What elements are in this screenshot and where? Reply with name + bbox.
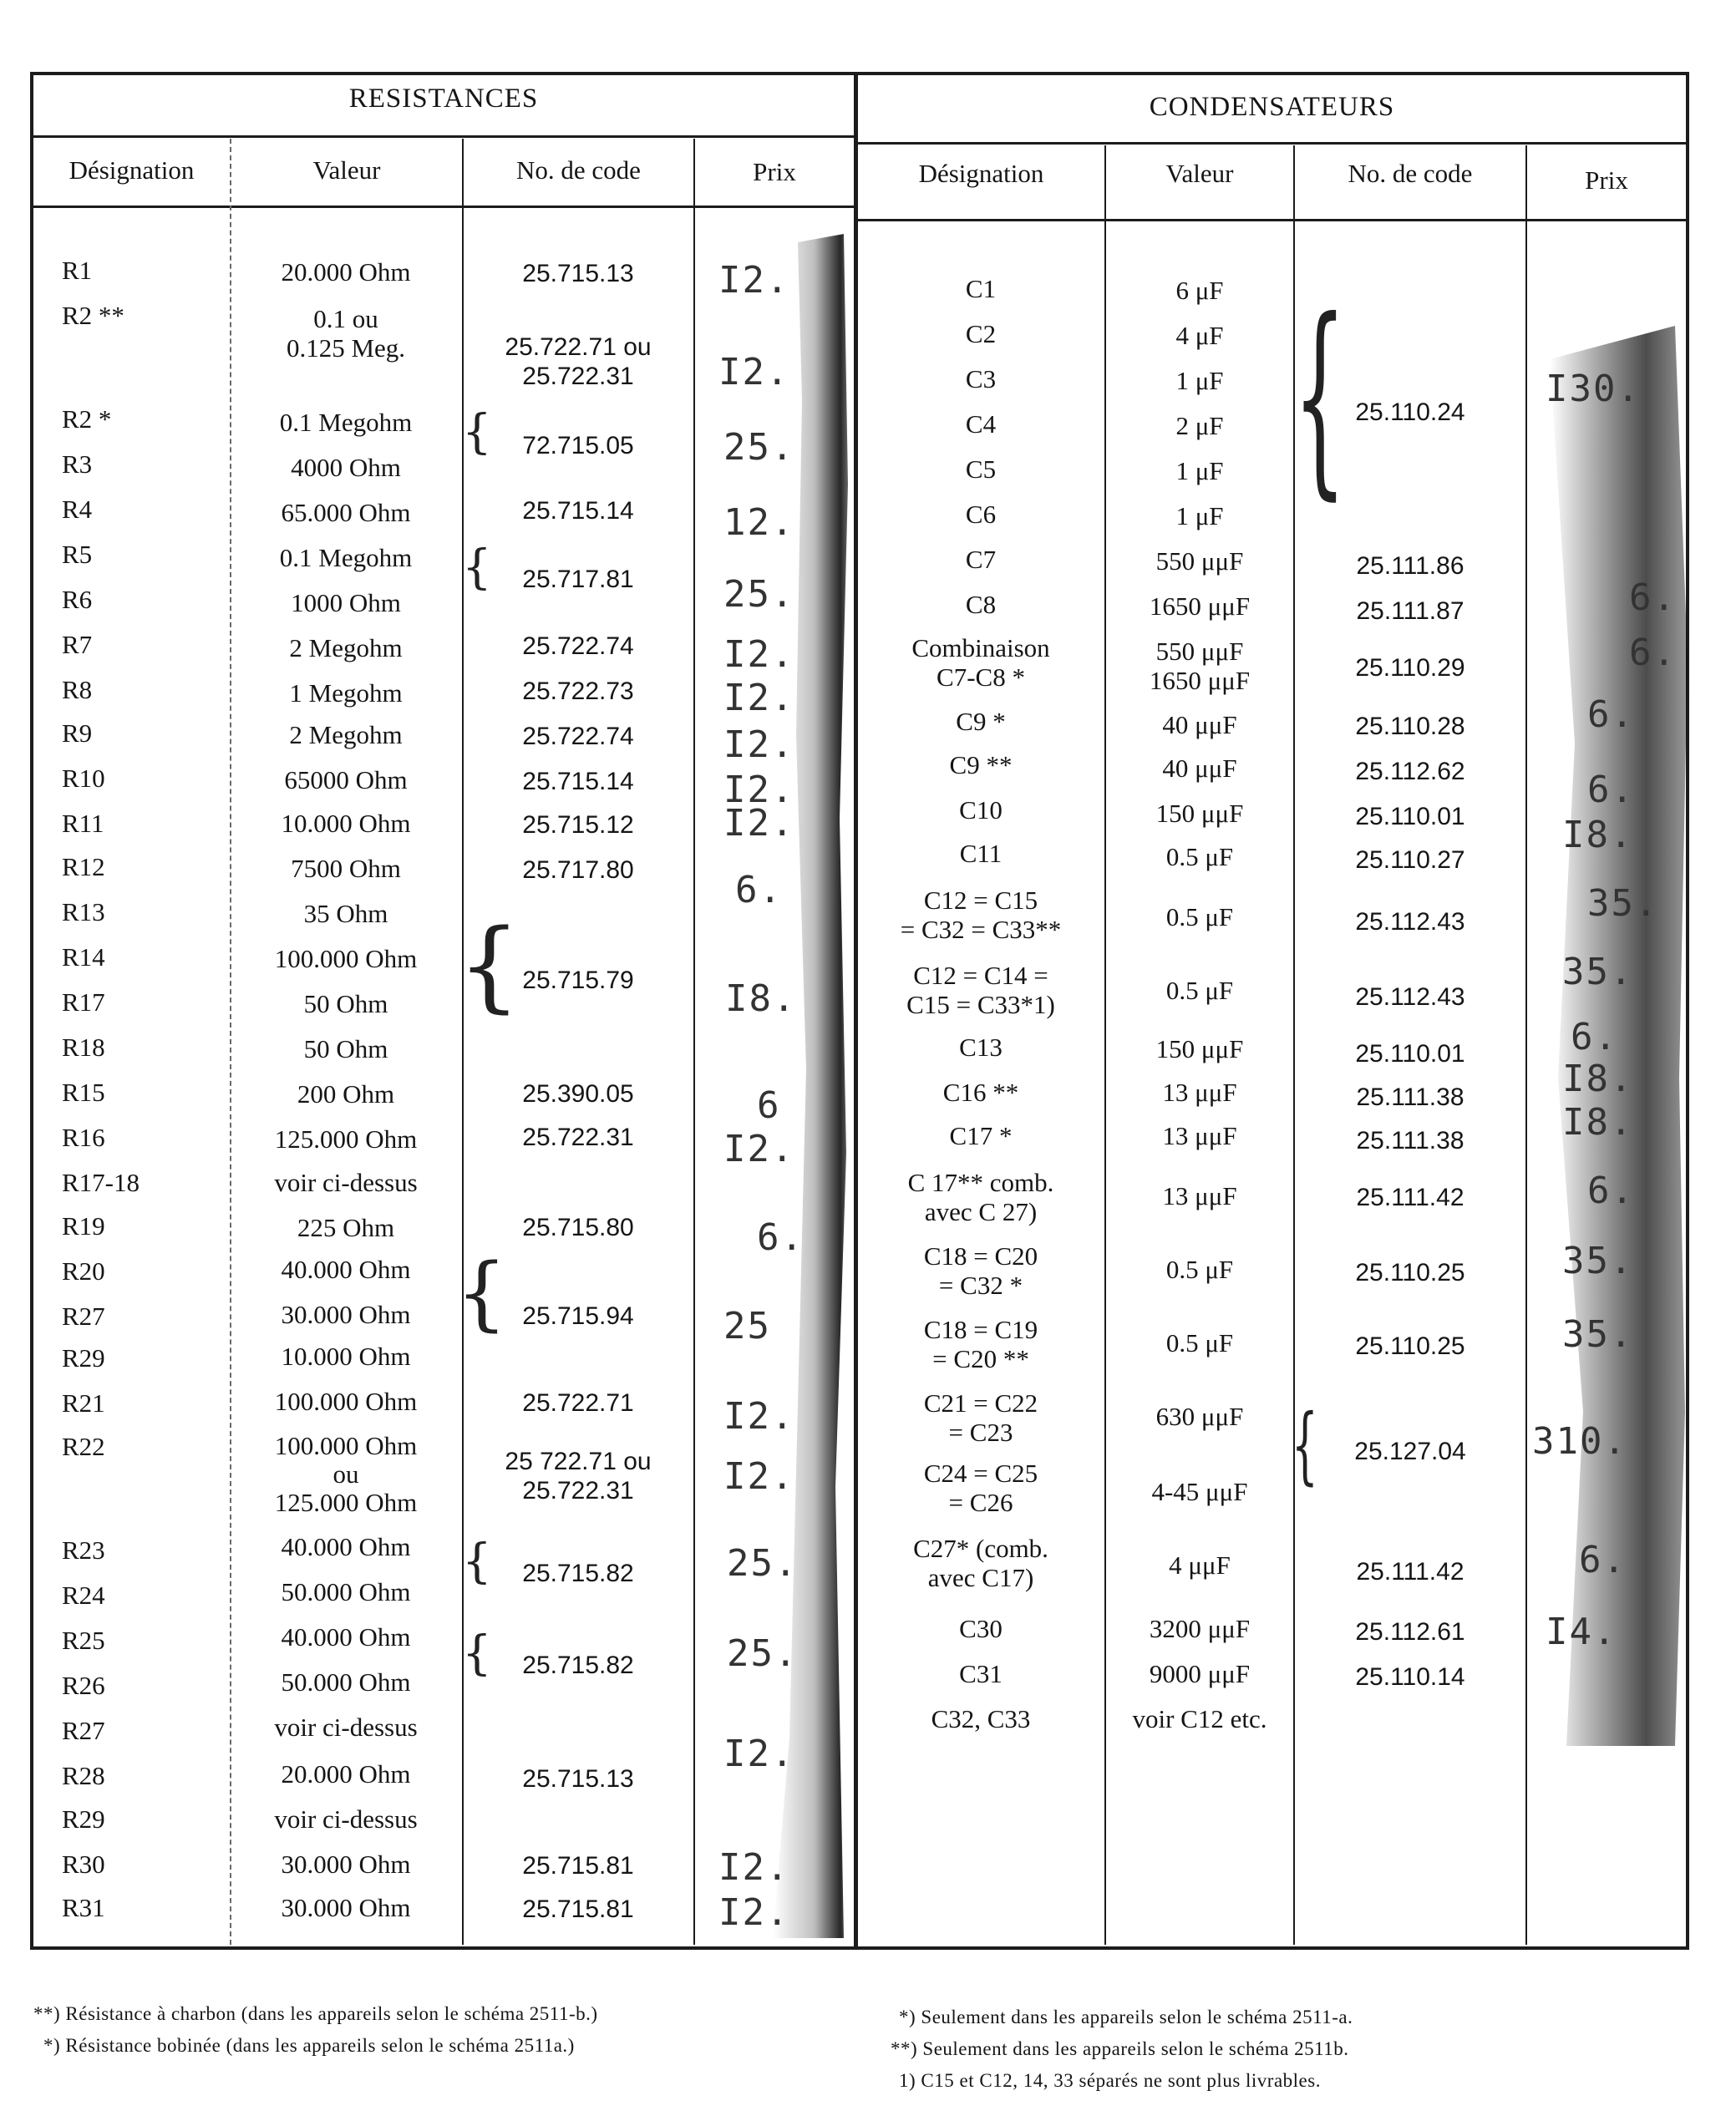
c-valeur: voir C12 etc.	[1132, 1704, 1267, 1733]
c-valeur: 0.5 μF	[1165, 842, 1234, 871]
r-price: 6	[757, 1084, 781, 1127]
r-designation: R16	[62, 1123, 105, 1152]
r-price: I8.	[725, 977, 797, 1020]
c-code: 25.112.61	[1355, 1618, 1465, 1646]
r-code: 25.722.74	[522, 723, 634, 750]
c-designation: C10	[959, 795, 1003, 825]
r-valeur: 1 Megohm	[289, 678, 403, 708]
brace-r20-r29: {	[456, 1246, 508, 1340]
c-price: 35.	[1562, 1240, 1634, 1282]
r-designation: R1	[62, 256, 93, 285]
r-valeur: 0.1 Megohm	[279, 543, 413, 572]
r-price: 25.	[727, 1632, 799, 1675]
c-price: 35.	[1587, 882, 1659, 925]
r-designation: R14	[62, 942, 105, 972]
r-valeur: 65.000 Ohm	[281, 498, 411, 527]
c-code: 25.110.14	[1355, 1663, 1465, 1691]
r-designation: R20	[62, 1256, 105, 1286]
r-code: 25.722.73	[522, 677, 634, 705]
r-code: 25.715.82	[522, 1560, 634, 1587]
r-code: 25.715.14	[522, 768, 634, 795]
brace-r13-r18: {	[458, 907, 521, 1023]
r-price: I2.	[718, 351, 790, 393]
r-designation: R26	[62, 1671, 105, 1700]
condensateurs-title: CONDENSATEURS	[1149, 92, 1395, 122]
r-designation: R17	[62, 987, 105, 1017]
brace-r5-r6: {	[462, 540, 492, 595]
c-valeur: 40 μμF	[1162, 710, 1237, 739]
r-valeur: 1000 Ohm	[291, 588, 401, 617]
r-price: I2.	[723, 1733, 795, 1775]
r-valeur: 0.1 ou 0.125 Meg.	[286, 304, 406, 363]
r-price: I2.	[723, 1455, 795, 1498]
r-code: 25.717.81	[522, 566, 634, 593]
footnote-right-1: *) Seulement dans les appareils selon le schéma 2511-a.	[899, 2007, 1353, 2027]
c-designation: Combinaison C7-C8 *	[911, 633, 1050, 692]
c-designation: C8	[965, 590, 997, 619]
c-header-code: No. de code	[1348, 159, 1473, 188]
c-designation: C13	[959, 1033, 1003, 1062]
title-underline-condensateurs	[858, 142, 1686, 145]
r-price: 25.	[727, 1542, 799, 1585]
r-valeur: 225 Ohm	[297, 1213, 395, 1242]
r-valeur: 50 Ohm	[303, 1034, 388, 1063]
r-valeur: 30.000 Ohm	[281, 1893, 411, 1922]
r-price: I2.	[718, 1846, 790, 1889]
col-divider-c1	[1104, 145, 1106, 1945]
r-valeur: 35 Ohm	[303, 899, 388, 928]
c-valeur: 4 μF	[1175, 321, 1224, 350]
col-divider-r3	[693, 139, 695, 1945]
c-code: 25.110.29	[1355, 654, 1465, 682]
r-designation: R30	[62, 1850, 105, 1879]
r-designation: R2 **	[62, 301, 124, 330]
brace-r25-r26: {	[462, 1626, 492, 1681]
r-price: I2.	[723, 677, 795, 719]
c-designation: C1	[965, 274, 997, 303]
c-valeur: 150 μμF	[1155, 1034, 1244, 1063]
r-valeur: 50 Ohm	[303, 989, 388, 1018]
r-code: 25.390.05	[522, 1080, 634, 1108]
c-price: 6.	[1571, 1016, 1618, 1058]
c-valeur: 13 μμF	[1162, 1078, 1237, 1107]
r-valeur: 65000 Ohm	[284, 765, 408, 794]
r-price: I2.	[723, 1395, 795, 1438]
r-valeur: 100.000 Ohm	[274, 1387, 418, 1416]
r-code: 25.722.31	[522, 1124, 634, 1151]
r-designation: R15	[62, 1078, 105, 1107]
c-code: 25.111.87	[1356, 597, 1464, 625]
c-code: 25.110.01	[1355, 803, 1465, 830]
c-designation: C18 = C20 = C32 *	[923, 1241, 1038, 1300]
c-valeur: 13 μμF	[1162, 1121, 1237, 1150]
c-header-valeur: Valeur	[1165, 159, 1234, 188]
r-price: 25.	[723, 426, 795, 469]
r-designation: R9	[62, 718, 93, 748]
r-designation: R5	[62, 540, 93, 569]
resistances-title: RESISTANCES	[348, 84, 539, 114]
r-price: 6.	[735, 869, 783, 911]
c-valeur: 0.5 μF	[1165, 976, 1234, 1005]
c-code: 25.127.04	[1354, 1438, 1466, 1465]
r-designation: R3	[62, 449, 93, 479]
c-valeur: 1 μF	[1175, 366, 1224, 395]
r-valeur: 50.000 Ohm	[281, 1577, 411, 1606]
r-valeur: 4000 Ohm	[291, 453, 401, 482]
r-designation: R25	[62, 1626, 105, 1655]
c-header-prix: Prix	[1585, 165, 1628, 195]
c-price: 6.	[1629, 576, 1677, 619]
c-code: 25.110.25	[1355, 1259, 1465, 1286]
c-designation: C3	[965, 364, 997, 393]
brace-r23-r24: {	[462, 1535, 492, 1589]
r-designation: R31	[62, 1893, 105, 1922]
c-designation: C31	[959, 1659, 1003, 1688]
c-code: 25.110.24	[1355, 398, 1465, 426]
c-designation: C27* (comb. avec C17)	[913, 1534, 1048, 1592]
r-price: I2.	[723, 1128, 795, 1170]
c-price: I30.	[1546, 368, 1641, 410]
r-valeur: voir ci-dessus	[274, 1168, 418, 1197]
r-valeur: 40.000 Ohm	[281, 1255, 411, 1284]
footnote-left-2: *) Résistance bobinée (dans les appareils selon le schéma 2511a.)	[43, 2035, 575, 2056]
c-designation: C5	[965, 454, 997, 484]
c-valeur: 3200 μμF	[1149, 1614, 1251, 1643]
r-header-valeur: Valeur	[312, 155, 381, 185]
r-valeur: 40.000 Ohm	[281, 1532, 411, 1561]
c-valeur: 13 μμF	[1162, 1181, 1237, 1210]
r-header-designation: Désignation	[69, 155, 195, 185]
c-designation: C 17** comb. avec C 27)	[907, 1168, 1054, 1226]
c-code: 25.110.28	[1355, 713, 1465, 740]
r-code: 25.722.71	[522, 1389, 634, 1417]
r-designation: R17-18	[62, 1168, 140, 1197]
r-price: I2.	[718, 1891, 790, 1934]
r-code: 25.715.94	[522, 1302, 634, 1330]
c-valeur: 1650 μμF	[1149, 591, 1251, 621]
c-price: 6.	[1579, 1539, 1627, 1581]
c-designation: C2	[965, 319, 997, 348]
c-valeur: 1 μF	[1175, 501, 1224, 530]
r-designation: R22	[62, 1432, 105, 1461]
r-valeur: 100.000 Ohm	[274, 944, 418, 973]
c-valeur: 1 μF	[1175, 456, 1224, 485]
r-price: I2.	[723, 769, 795, 811]
r-designation: R21	[62, 1388, 105, 1418]
r-valeur: 50.000 Ohm	[281, 1667, 411, 1697]
r-designation: R19	[62, 1211, 105, 1241]
r-valeur: 20.000 Ohm	[281, 257, 411, 287]
r-designation: R24	[62, 1581, 105, 1610]
c-valeur: 630 μμF	[1155, 1402, 1244, 1431]
r-price: I2.	[723, 723, 795, 766]
c-code: 25.110.01	[1355, 1040, 1465, 1068]
r-valeur: 125.000 Ohm	[274, 1124, 418, 1154]
c-valeur: 0.5 μF	[1165, 1328, 1234, 1357]
r-designation: R11	[62, 809, 104, 838]
r-designation: R10	[62, 764, 105, 793]
c-valeur: 6 μF	[1175, 276, 1224, 305]
c-price: I8.	[1562, 1058, 1634, 1100]
c-valeur: 0.5 μF	[1165, 902, 1234, 931]
c-code: 25.111.42	[1356, 1558, 1464, 1586]
r-price: 6.	[757, 1216, 805, 1259]
r-code: 25.715.81	[522, 1895, 634, 1923]
r-valeur: 40.000 Ohm	[281, 1622, 411, 1652]
r-code: 25.715.81	[522, 1852, 634, 1880]
r-code: 25.715.82	[522, 1652, 634, 1679]
r-code: 25.717.80	[522, 856, 634, 884]
c-code: 25.111.86	[1356, 552, 1464, 580]
r-code: 25.715.79	[522, 967, 634, 994]
c-designation: C4	[965, 409, 997, 439]
r-valeur: 10.000 Ohm	[281, 809, 411, 838]
r-price: 25	[723, 1305, 771, 1347]
r-price: 12.	[723, 501, 795, 544]
r-designation: R13	[62, 897, 105, 926]
r-price: 25.	[723, 573, 795, 616]
r-valeur: 7500 Ohm	[291, 854, 401, 883]
c-designation: C16 **	[942, 1078, 1019, 1107]
c-valeur: 150 μμF	[1155, 799, 1244, 828]
r-designation: R6	[62, 585, 93, 614]
c-designation: C30	[959, 1614, 1003, 1643]
c-designation: C32, C33	[931, 1704, 1031, 1733]
header-underline-condensateurs	[858, 219, 1686, 221]
r-valeur: 0.1 Megohm	[279, 408, 413, 437]
r-price: I2.	[723, 802, 795, 845]
c-price: 310.	[1532, 1420, 1627, 1463]
r-code: 25.722.71 ou 25.722.31	[505, 333, 652, 390]
c-code: 25.112.62	[1355, 758, 1465, 785]
c-price: 6.	[1587, 769, 1635, 811]
r-valeur: 200 Ohm	[297, 1079, 395, 1109]
footnote-right-2: **) Seulement dans les appareils selon le schéma 2511b.	[891, 2038, 1349, 2059]
c-valeur: 4-45 μμF	[1151, 1477, 1248, 1506]
c-designation: C12 = C15 = C32 = C33**	[900, 886, 1062, 944]
brace-r2-r3: {	[462, 405, 492, 459]
footnote-right-3: 1) C15 et C12, 14, 33 séparés ne sont plus livrables.	[899, 2070, 1321, 2091]
r-valeur: voir ci-dessus	[274, 1713, 418, 1742]
c-valeur: 40 μμF	[1162, 754, 1237, 783]
r-designation: R2 *	[62, 404, 112, 434]
c-code: 25.111.38	[1356, 1127, 1464, 1154]
r-code: 25.722.74	[522, 632, 634, 660]
c-code: 25.111.42	[1356, 1184, 1464, 1211]
c-valeur: 550 μμF 1650 μμF	[1149, 637, 1251, 695]
r-code: 25.715.14	[522, 497, 634, 525]
col-divider-r1	[230, 139, 231, 1945]
col-divider-c3	[1525, 145, 1527, 1945]
c-valeur: 550 μμF	[1155, 546, 1244, 576]
c-code: 25.110.25	[1355, 1332, 1465, 1360]
brace-c21-c26: {	[1292, 1396, 1318, 1494]
header-underline-resistances	[33, 206, 854, 208]
c-price: 6.	[1587, 693, 1635, 736]
r-designation: R29	[62, 1343, 105, 1373]
c-price: 6.	[1587, 1170, 1635, 1212]
c-code: 25.111.38	[1356, 1083, 1464, 1111]
r-designation: R8	[62, 675, 93, 704]
r-header-code: No. de code	[516, 155, 641, 185]
r-designation: R28	[62, 1761, 105, 1790]
r-designation: R27	[62, 1716, 105, 1745]
r-valeur: 20.000 Ohm	[281, 1759, 411, 1789]
c-code: 25.112.43	[1355, 983, 1465, 1011]
c-header-designation: Désignation	[918, 159, 1044, 188]
r-valeur: 30.000 Ohm	[281, 1300, 411, 1329]
section-divider	[854, 75, 858, 1948]
c-designation: C18 = C19 = C20 **	[923, 1315, 1038, 1373]
r-code: 25.715.12	[522, 811, 634, 839]
footnote-left-1: **) Résistance à charbon (dans les appareils selon le schéma 2511-b.)	[33, 2003, 598, 2024]
c-designation: C7	[965, 545, 997, 574]
c-price: 35.	[1562, 951, 1634, 993]
r-designation: R4	[62, 495, 93, 524]
c-valeur: 2 μF	[1175, 411, 1224, 440]
c-designation: C17 *	[949, 1121, 1013, 1150]
r-code: 25.715.80	[522, 1214, 634, 1241]
r-designation: R18	[62, 1033, 105, 1062]
r-valeur: 10.000 Ohm	[281, 1342, 411, 1371]
c-price: I4.	[1546, 1611, 1617, 1653]
c-valeur: 4 μμF	[1169, 1550, 1231, 1580]
c-designation: C11	[959, 839, 1003, 868]
r-valeur: 100.000 Ohm ou 125.000 Ohm	[274, 1431, 418, 1517]
r-code: 72.715.05	[522, 432, 634, 459]
title-underline-resistances	[33, 135, 854, 138]
r-valeur: 30.000 Ohm	[281, 1850, 411, 1879]
r-code: 25 722.71 ou 25.722.31	[505, 1448, 652, 1505]
r-header-prix: Prix	[753, 157, 796, 186]
brace-c1-c6: {	[1293, 275, 1347, 518]
r-price: I2.	[718, 259, 790, 302]
r-code: 25.715.13	[522, 260, 634, 287]
c-code: 25.112.43	[1355, 908, 1465, 936]
r-valeur: 2 Megohm	[289, 720, 403, 749]
r-designation: R27	[62, 1302, 105, 1331]
r-code: 25.715.13	[522, 1765, 634, 1793]
r-price: I2.	[723, 633, 795, 676]
c-designation: C24 = C25 = C26	[923, 1459, 1038, 1517]
c-code: 25.110.27	[1355, 846, 1465, 874]
c-designation: C9 **	[949, 750, 1013, 779]
r-designation: R7	[62, 630, 93, 659]
c-designation: C21 = C22 = C23	[923, 1388, 1038, 1447]
r-designation: R12	[62, 852, 105, 881]
c-designation: C9 *	[956, 707, 1006, 736]
r-valeur: voir ci-dessus	[274, 1804, 418, 1834]
c-designation: C12 = C14 = C15 = C33*1)	[906, 961, 1055, 1019]
r-designation: R23	[62, 1535, 105, 1565]
r-designation: R29	[62, 1804, 105, 1834]
c-designation: C6	[965, 500, 997, 529]
c-price: I8.	[1562, 814, 1634, 856]
c-price: 35.	[1562, 1313, 1634, 1356]
c-price: I8.	[1562, 1101, 1634, 1144]
c-price: 6.	[1629, 632, 1677, 674]
c-valeur: 9000 μμF	[1149, 1659, 1251, 1688]
c-valeur: 0.5 μF	[1165, 1255, 1234, 1284]
r-valeur: 2 Megohm	[289, 633, 403, 662]
